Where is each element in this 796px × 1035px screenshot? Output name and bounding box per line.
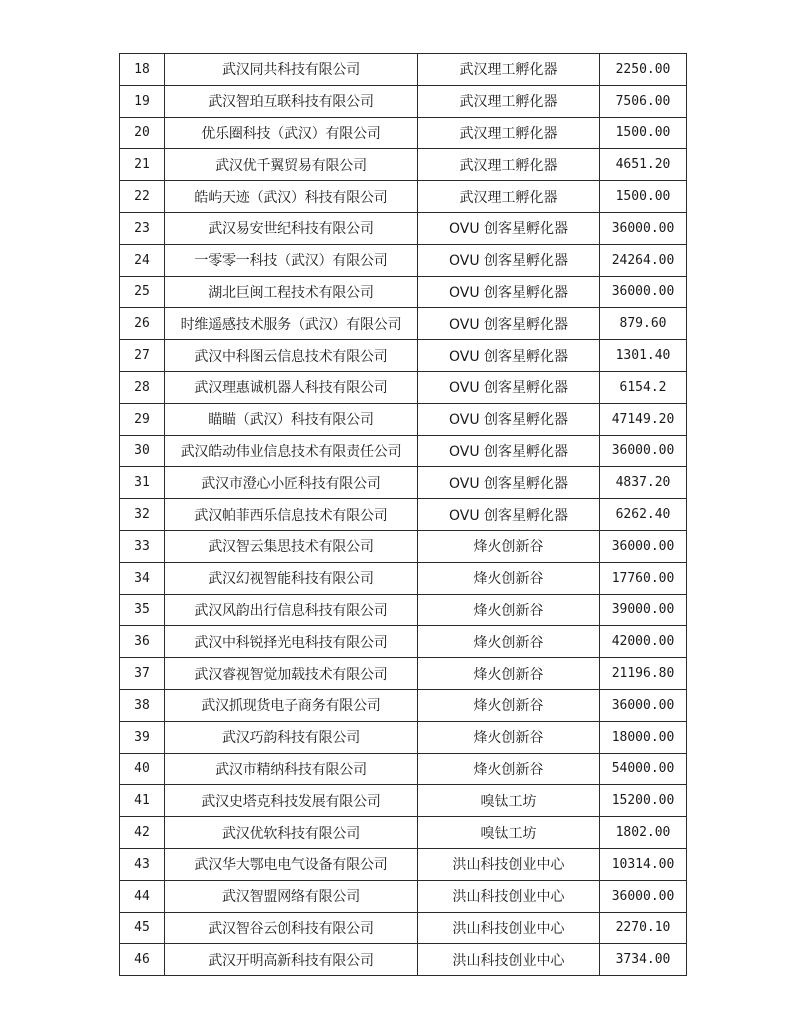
subsidy-amount: 42000.00 — [600, 626, 687, 658]
company-name: 武汉优千翼贸易有限公司 — [165, 149, 418, 181]
company-name: 一零零一科技（武汉）有限公司 — [165, 244, 418, 276]
company-name: 武汉帕菲西乐信息技术有限公司 — [165, 499, 418, 531]
subsidy-amount: 15200.00 — [600, 785, 687, 817]
company-name: 武汉同共科技有限公司 — [165, 54, 418, 86]
incubator-name: 嗅钛工坊 — [418, 817, 600, 849]
table-row — [120, 626, 687, 658]
incubator-name: OVU 创客星孵化器 — [418, 499, 600, 531]
row-number: 20 — [120, 117, 165, 149]
row-number: 19 — [120, 85, 165, 117]
row-number: 42 — [120, 817, 165, 849]
company-name: 武汉史塔克科技发展有限公司 — [165, 785, 418, 817]
company-name: 武汉华大鄂电电气设备有限公司 — [165, 848, 418, 880]
table-body — [120, 54, 687, 976]
subsidy-amount: 7506.00 — [600, 85, 687, 117]
subsidy-amount: 879.60 — [600, 308, 687, 340]
incubator-name: OVU 创客星孵化器 — [418, 403, 600, 435]
subsidy-amount: 4837.20 — [600, 467, 687, 499]
incubator-name: 烽火创新谷 — [418, 594, 600, 626]
subsidy-amount: 1500.00 — [600, 181, 687, 213]
row-number: 40 — [120, 753, 165, 785]
table-row — [120, 371, 687, 403]
row-number: 28 — [120, 371, 165, 403]
company-name: 时维遥感技术服务（武汉）有限公司 — [165, 308, 418, 340]
table-row — [120, 403, 687, 435]
table-row — [120, 340, 687, 372]
incubator-name: 洪山科技创业中心 — [418, 880, 600, 912]
table-row — [120, 658, 687, 690]
company-name: 武汉巧韵科技有限公司 — [165, 721, 418, 753]
row-number: 36 — [120, 626, 165, 658]
company-name: 武汉抓现货电子商务有限公司 — [165, 689, 418, 721]
table-row — [120, 212, 687, 244]
table-row — [120, 308, 687, 340]
table-row — [120, 848, 687, 880]
incubator-name: OVU 创客星孵化器 — [418, 371, 600, 403]
table-row — [120, 181, 687, 213]
incubator-name: 烽火创新谷 — [418, 530, 600, 562]
incubator-name: 烽火创新谷 — [418, 658, 600, 690]
subsidy-amount: 36000.00 — [600, 276, 687, 308]
row-number: 29 — [120, 403, 165, 435]
table-row — [120, 562, 687, 594]
company-name: 武汉智盟网络有限公司 — [165, 880, 418, 912]
incubator-name: OVU 创客星孵化器 — [418, 276, 600, 308]
row-number: 24 — [120, 244, 165, 276]
subsidy-amount: 10314.00 — [600, 848, 687, 880]
row-number: 35 — [120, 594, 165, 626]
incubator-name: 洪山科技创业中心 — [418, 944, 600, 976]
row-number: 18 — [120, 54, 165, 86]
table-row — [120, 689, 687, 721]
incubator-name: OVU 创客星孵化器 — [418, 244, 600, 276]
subsidy-amount: 39000.00 — [600, 594, 687, 626]
incubator-name: 洪山科技创业中心 — [418, 848, 600, 880]
company-name: 武汉智谷云创科技有限公司 — [165, 912, 418, 944]
row-number: 41 — [120, 785, 165, 817]
table-row — [120, 499, 687, 531]
incubator-name: OVU 创客星孵化器 — [418, 212, 600, 244]
subsidy-amount: 6154.2 — [600, 371, 687, 403]
company-name: 武汉市精纳科技有限公司 — [165, 753, 418, 785]
subsidy-amount: 36000.00 — [600, 880, 687, 912]
table-row — [120, 817, 687, 849]
table-row — [120, 753, 687, 785]
incubator-name: 洪山科技创业中心 — [418, 912, 600, 944]
company-name: 武汉幻视智能科技有限公司 — [165, 562, 418, 594]
incubator-name: 武汉理工孵化器 — [418, 117, 600, 149]
row-number: 33 — [120, 530, 165, 562]
row-number: 45 — [120, 912, 165, 944]
subsidy-amount: 36000.00 — [600, 212, 687, 244]
row-number: 43 — [120, 848, 165, 880]
row-number: 34 — [120, 562, 165, 594]
table-row — [120, 276, 687, 308]
subsidy-amount: 3734.00 — [600, 944, 687, 976]
subsidy-amount: 2250.00 — [600, 54, 687, 86]
row-number: 21 — [120, 149, 165, 181]
table-row — [120, 85, 687, 117]
subsidy-amount: 47149.20 — [600, 403, 687, 435]
incubator-name: 烽火创新谷 — [418, 689, 600, 721]
incubator-name: 烽火创新谷 — [418, 753, 600, 785]
subsidy-amount: 21196.80 — [600, 658, 687, 690]
company-name: 武汉中科图云信息技术有限公司 — [165, 340, 418, 372]
company-name: 武汉市澄心小匠科技有限公司 — [165, 467, 418, 499]
row-number: 44 — [120, 880, 165, 912]
incubator-name: OVU 创客星孵化器 — [418, 435, 600, 467]
subsidy-amount: 24264.00 — [600, 244, 687, 276]
subsidy-amount: 17760.00 — [600, 562, 687, 594]
company-name: 瞄瞄（武汉）科技有限公司 — [165, 403, 418, 435]
company-name: 武汉理惠诚机器人科技有限公司 — [165, 371, 418, 403]
incubator-name: 武汉理工孵化器 — [418, 181, 600, 213]
table-row — [120, 435, 687, 467]
row-number: 26 — [120, 308, 165, 340]
company-name: 湖北巨闽工程技术有限公司 — [165, 276, 418, 308]
subsidy-table — [119, 53, 687, 976]
incubator-name: 武汉理工孵化器 — [418, 85, 600, 117]
incubator-name: 烽火创新谷 — [418, 562, 600, 594]
subsidy-amount: 2270.10 — [600, 912, 687, 944]
company-name: 武汉睿视智觉加载技术有限公司 — [165, 658, 418, 690]
subsidy-amount: 4651.20 — [600, 149, 687, 181]
row-number: 23 — [120, 212, 165, 244]
company-name: 皓屿天迹（武汉）科技有限公司 — [165, 181, 418, 213]
incubator-name: OVU 创客星孵化器 — [418, 467, 600, 499]
row-number: 31 — [120, 467, 165, 499]
incubator-name: OVU 创客星孵化器 — [418, 308, 600, 340]
row-number: 25 — [120, 276, 165, 308]
company-name: 武汉智珀互联科技有限公司 — [165, 85, 418, 117]
table-row — [120, 880, 687, 912]
table-row — [120, 785, 687, 817]
company-name: 武汉易安世纪科技有限公司 — [165, 212, 418, 244]
company-name: 武汉皓动伟业信息技术有限责任公司 — [165, 435, 418, 467]
company-name: 武汉开明高新科技有限公司 — [165, 944, 418, 976]
row-number: 30 — [120, 435, 165, 467]
subsidy-amount: 18000.00 — [600, 721, 687, 753]
table-row — [120, 721, 687, 753]
row-number: 46 — [120, 944, 165, 976]
row-number: 37 — [120, 658, 165, 690]
subsidy-amount: 54000.00 — [600, 753, 687, 785]
subsidy-amount: 36000.00 — [600, 689, 687, 721]
subsidy-amount: 1500.00 — [600, 117, 687, 149]
table-row — [120, 530, 687, 562]
incubator-name: 武汉理工孵化器 — [418, 54, 600, 86]
table-row — [120, 944, 687, 976]
table-row — [120, 467, 687, 499]
incubator-name: 烽火创新谷 — [418, 721, 600, 753]
table-row — [120, 594, 687, 626]
company-name: 武汉中科锐择光电科技有限公司 — [165, 626, 418, 658]
company-name: 武汉优软科技有限公司 — [165, 817, 418, 849]
table-row — [120, 912, 687, 944]
incubator-name: 烽火创新谷 — [418, 626, 600, 658]
row-number: 27 — [120, 340, 165, 372]
subsidy-amount: 6262.40 — [600, 499, 687, 531]
subsidy-amount: 1802.00 — [600, 817, 687, 849]
table-row — [120, 117, 687, 149]
company-name: 武汉智云集思技术有限公司 — [165, 530, 418, 562]
table-row — [120, 54, 687, 86]
company-name: 优乐圈科技（武汉）有限公司 — [165, 117, 418, 149]
row-number: 22 — [120, 181, 165, 213]
incubator-name: 嗅钛工坊 — [418, 785, 600, 817]
incubator-name: OVU 创客星孵化器 — [418, 340, 600, 372]
row-number: 39 — [120, 721, 165, 753]
incubator-name: 武汉理工孵化器 — [418, 149, 600, 181]
table-row — [120, 149, 687, 181]
company-name: 武汉风韵出行信息科技有限公司 — [165, 594, 418, 626]
row-number: 38 — [120, 689, 165, 721]
subsidy-amount: 36000.00 — [600, 435, 687, 467]
subsidy-amount: 1301.40 — [600, 340, 687, 372]
table-row — [120, 244, 687, 276]
row-number: 32 — [120, 499, 165, 531]
subsidy-amount: 36000.00 — [600, 530, 687, 562]
